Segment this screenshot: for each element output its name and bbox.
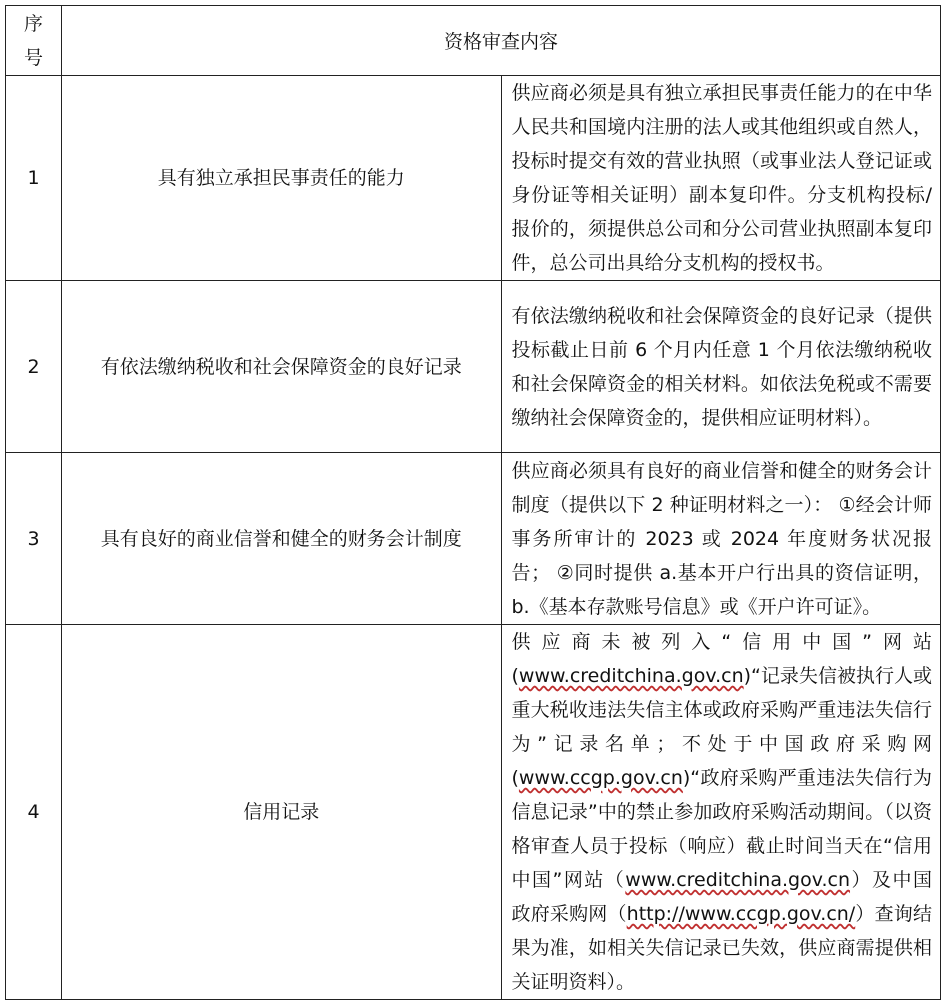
- row-requirement-name: 信用记录: [62, 625, 502, 1000]
- row-number: 4: [6, 625, 62, 1000]
- header-no-cell: [6, 6, 62, 76]
- qualification-review-table: [5, 5, 941, 1000]
- row-requirement-content: 供应商必须是具有独立承担民事责任能力的在中华人民共和国境内注册的法人或其他组织或自然人，投标时提交有效的营业执照（或事业法人登记证或身份证等相关证明）副本复印件。分支机构投标/报价的，须提供总公司和分公司营业执照副本复印件，总公司出具给分支机构的授权书。: [501, 76, 941, 281]
- row-requirement-name: 具有独立承担民事责任的能力: [62, 76, 502, 281]
- creditchina-url-link[interactable]: www.creditchina.gov.cn: [625, 869, 851, 891]
- row-number: 2: [6, 281, 62, 453]
- content-text: ）查询结果为准，如相关失信记录已失效，供应商需提供相关证明资料）。: [511, 903, 932, 993]
- table-row: [6, 76, 941, 281]
- row-requirement-content: 供应商必须具有良好的商业信誉和健全的财务会计制度（提供以下 2 种证明材料之一）： ①经会计师事务所审计的 2023 或 2024 年度财务状况报告； ②同时提供 a.基本开户行出具的资信证明，b.《基本存款账号信息》或《开户许可证》。: [501, 453, 941, 625]
- creditchina-url-link[interactable]: www.creditchina.gov.cn: [518, 665, 744, 687]
- content-text: )“政府采购严重违法失信行为信息记录”中的禁止参加政府采购活动期间。（以资格审查人员于投标（响应）截止时间当天在“信用中国”网站（: [511, 767, 932, 891]
- row-requirement-name: 具有良好的商业信誉和健全的财务会计制度: [62, 453, 502, 625]
- table-row: [6, 281, 941, 453]
- row-number: 1: [6, 76, 62, 281]
- row-requirement-name: 有依法缴纳税收和社会保障资金的良好记录: [62, 281, 502, 453]
- header-no-label: 序号: [23, 12, 43, 69]
- table-row: [6, 453, 941, 625]
- ccgp-url-link[interactable]: www.ccgp.gov.cn: [518, 767, 683, 789]
- content-text: )“记录失信被执行人或重大税收违法失信主体或政府采购严重违法失信行为”记录名单；不处于中国政府采购网(: [511, 665, 932, 789]
- row-requirement-content: [501, 625, 941, 1000]
- content-text: ）及中国政府采购网（: [511, 869, 932, 925]
- header-content-cell: [62, 6, 941, 76]
- table-header-row: [6, 6, 941, 76]
- table-row: [6, 625, 941, 1000]
- header-content-label: 资格审查内容: [443, 31, 558, 53]
- row-number: 3: [6, 453, 62, 625]
- content-text: 供应商未被列入“信用中国”网站(: [511, 631, 932, 687]
- row-requirement-content: 有依法缴纳税收和社会保障资金的良好记录（提供投标截止日前 6 个月内任意 1 个月依法缴纳税收和社会保障资金的相关材料。如依法免税或不需要缴纳社会保障资金的，提供相应证明材料）。: [501, 281, 941, 453]
- ccgp-full-url-link[interactable]: http://www.ccgp.gov.cn/: [626, 903, 856, 925]
